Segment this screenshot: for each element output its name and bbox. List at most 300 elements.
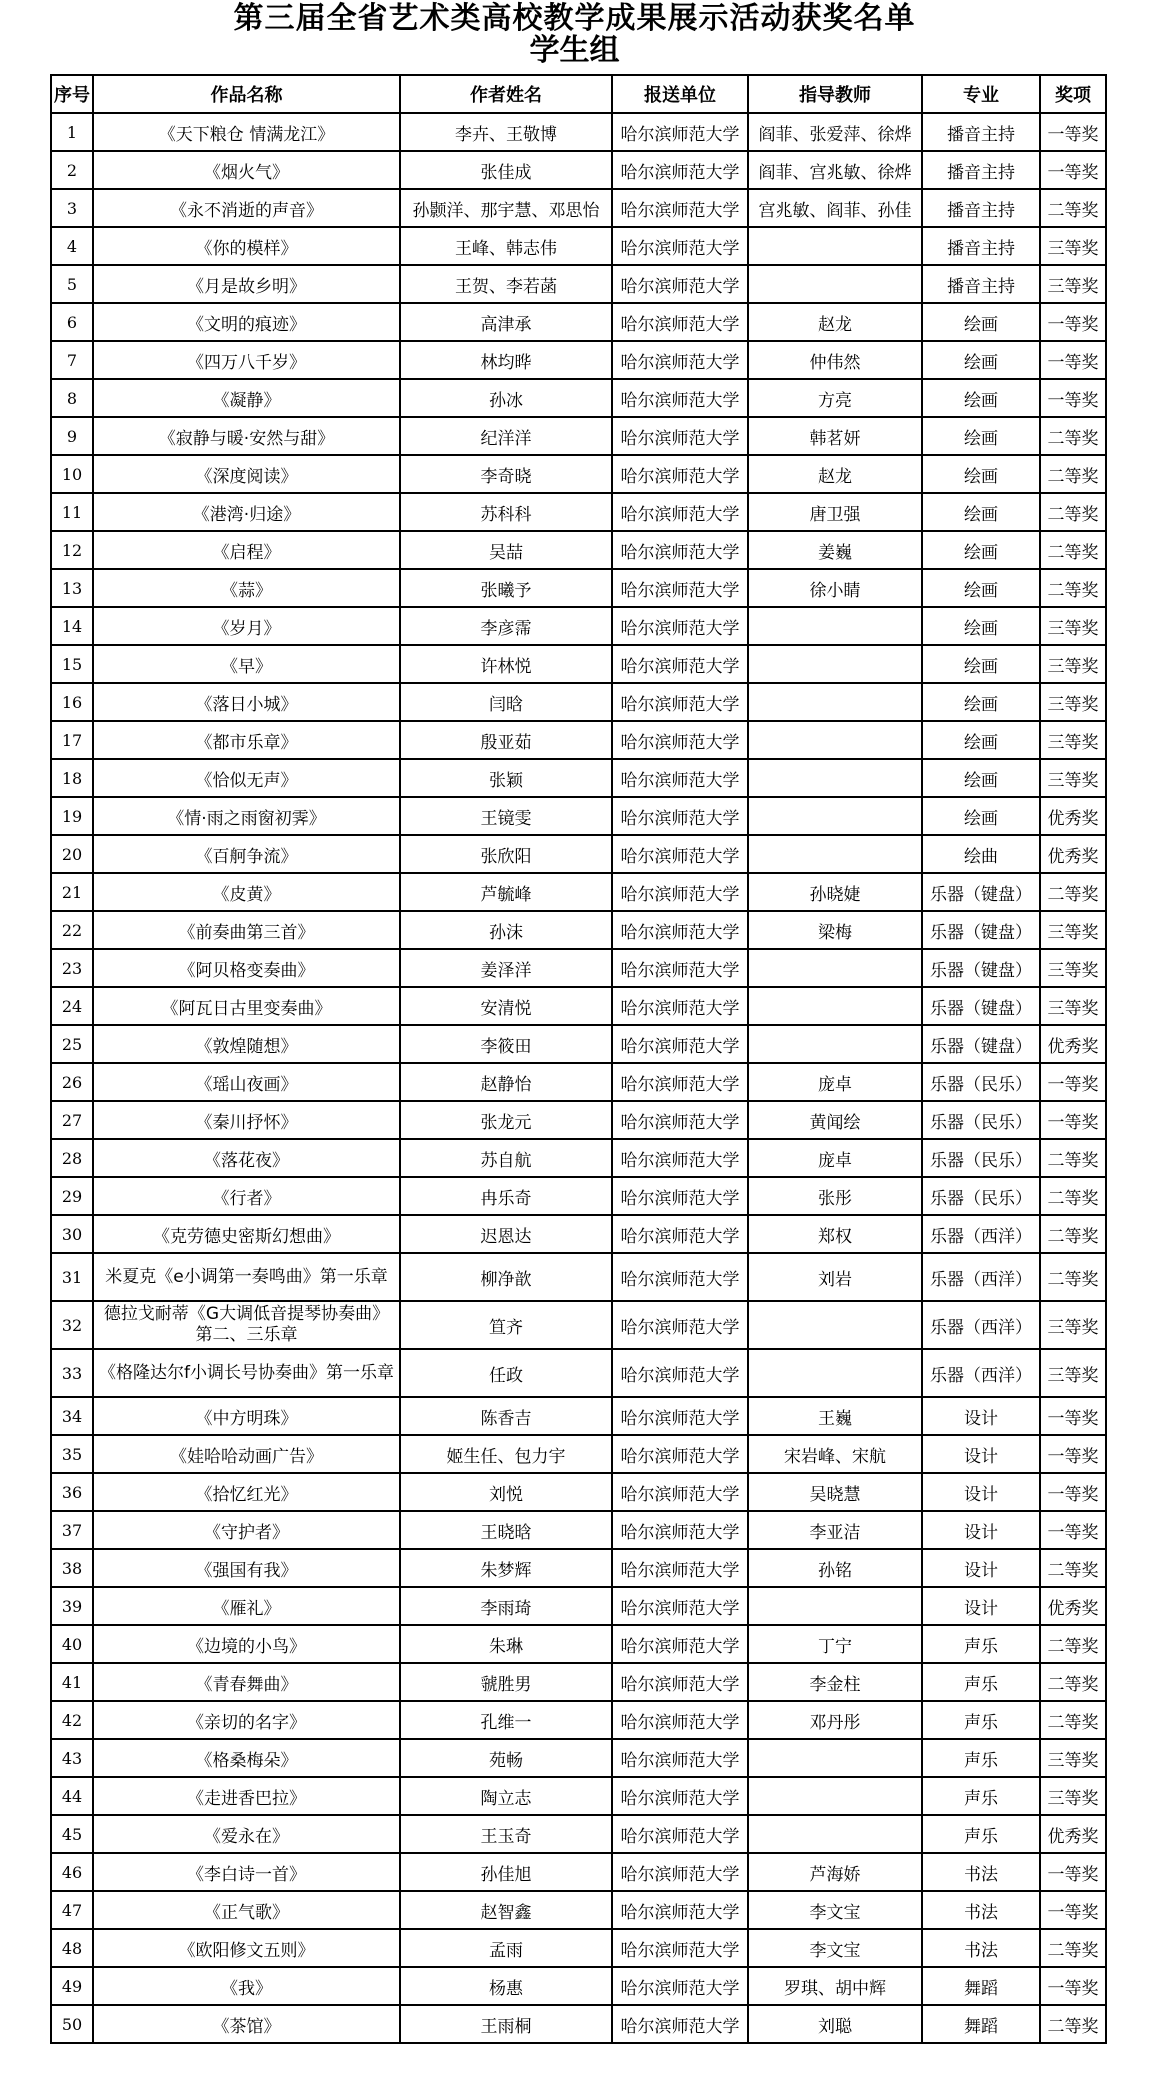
cell-unit: 哈尔滨师范大学 <box>612 1301 748 1349</box>
table-row <box>51 835 1106 873</box>
table-row <box>51 1139 1106 1177</box>
cell-author: 李奇晓 <box>400 455 612 493</box>
cell-major: 乐器（西洋） <box>922 1349 1040 1397</box>
cell-teacher: 阎菲、张爱萍、徐烨 <box>748 113 922 151</box>
cell-award: 优秀奖 <box>1040 797 1106 835</box>
cell-teacher: 刘岩 <box>748 1253 922 1301</box>
cell-teacher <box>748 759 922 797</box>
table-row <box>51 1663 1106 1701</box>
table-row <box>51 189 1106 227</box>
cell-author: 高津承 <box>400 303 612 341</box>
cell-work-title: 《雁礼》 <box>93 1587 400 1625</box>
cell-teacher: 赵龙 <box>748 455 922 493</box>
table-header <box>51 75 1106 113</box>
cell-major: 声乐 <box>922 1625 1040 1663</box>
cell-work-title: 《皮黄》 <box>93 873 400 911</box>
cell-author: 朱梦辉 <box>400 1549 612 1587</box>
table-row <box>51 1929 1106 1967</box>
cell-author: 柳净歆 <box>400 1253 612 1301</box>
cell-teacher <box>748 1739 922 1777</box>
cell-major: 绘画 <box>922 607 1040 645</box>
cell-work-title: 《行者》 <box>93 1177 400 1215</box>
cell-work-title: 《启程》 <box>93 531 400 569</box>
cell-unit: 哈尔滨师范大学 <box>612 721 748 759</box>
table-row <box>51 227 1106 265</box>
cell-no: 5 <box>51 265 93 303</box>
cell-award: 优秀奖 <box>1040 1815 1106 1853</box>
cell-major: 播音主持 <box>922 151 1040 189</box>
cell-work-title: 《娃哈哈动画广告》 <box>93 1435 400 1473</box>
cell-work-title: 米夏克《e小调第一奏鸣曲》第一乐章 <box>93 1253 400 1301</box>
cell-major: 绘画 <box>922 645 1040 683</box>
cell-no: 48 <box>51 1929 93 1967</box>
cell-award: 一等奖 <box>1040 379 1106 417</box>
cell-work-title: 《格隆达尔f小调长号协奏曲》第一乐章 <box>93 1349 400 1397</box>
cell-unit: 哈尔滨师范大学 <box>612 873 748 911</box>
cell-author: 陶立志 <box>400 1777 612 1815</box>
table-row <box>51 569 1106 607</box>
cell-unit: 哈尔滨师范大学 <box>612 759 748 797</box>
cell-unit: 哈尔滨师范大学 <box>612 303 748 341</box>
cell-award: 一等奖 <box>1040 1891 1106 1929</box>
cell-teacher: 吴晓慧 <box>748 1473 922 1511</box>
cell-author: 孙佳旭 <box>400 1853 612 1891</box>
table-row <box>51 645 1106 683</box>
cell-teacher <box>748 607 922 645</box>
cell-work-title: 《你的模样》 <box>93 227 400 265</box>
cell-no: 26 <box>51 1063 93 1101</box>
cell-teacher <box>748 227 922 265</box>
cell-award: 二等奖 <box>1040 493 1106 531</box>
cell-work-title: 《茶馆》 <box>93 2005 400 2043</box>
cell-major: 舞蹈 <box>922 1967 1040 2005</box>
cell-major: 乐器（键盘） <box>922 911 1040 949</box>
table-row <box>51 1967 1106 2005</box>
cell-unit: 哈尔滨师范大学 <box>612 1397 748 1435</box>
cell-award: 一等奖 <box>1040 1435 1106 1473</box>
cell-teacher: 宫兆敏、阎菲、孙佳 <box>748 189 922 227</box>
table-row <box>51 151 1106 189</box>
cell-unit: 哈尔滨师范大学 <box>612 911 748 949</box>
cell-work-title: 《情·雨之雨窗初霁》 <box>93 797 400 835</box>
table-row <box>51 1301 1106 1349</box>
cell-teacher <box>748 265 922 303</box>
cell-author: 芦毓峰 <box>400 873 612 911</box>
cell-no: 7 <box>51 341 93 379</box>
cell-award: 二等奖 <box>1040 873 1106 911</box>
award-table <box>50 74 1107 2044</box>
cell-work-title: 《港湾·归途》 <box>93 493 400 531</box>
cell-work-title: 《都市乐章》 <box>93 721 400 759</box>
cell-unit: 哈尔滨师范大学 <box>612 835 748 873</box>
cell-major: 播音主持 <box>922 189 1040 227</box>
table-row <box>51 417 1106 455</box>
cell-unit: 哈尔滨师范大学 <box>612 493 748 531</box>
cell-unit: 哈尔滨师范大学 <box>612 1473 748 1511</box>
cell-major: 设计 <box>922 1397 1040 1435</box>
cell-author: 张欣阳 <box>400 835 612 873</box>
table-row <box>51 1349 1106 1397</box>
cell-unit: 哈尔滨师范大学 <box>612 1777 748 1815</box>
cell-award: 一等奖 <box>1040 151 1106 189</box>
cell-award: 二等奖 <box>1040 531 1106 569</box>
cell-award: 三等奖 <box>1040 911 1106 949</box>
cell-author: 朱琳 <box>400 1625 612 1663</box>
cell-teacher: 王巍 <box>748 1397 922 1435</box>
cell-unit: 哈尔滨师范大学 <box>612 1663 748 1701</box>
cell-no: 16 <box>51 683 93 721</box>
cell-major: 乐器（民乐） <box>922 1101 1040 1139</box>
cell-work-title: 《格桑梅朵》 <box>93 1739 400 1777</box>
cell-work-title: 《岁月》 <box>93 607 400 645</box>
cell-award: 一等奖 <box>1040 1511 1106 1549</box>
cell-no: 50 <box>51 2005 93 2043</box>
cell-award: 二等奖 <box>1040 569 1106 607</box>
cell-award: 二等奖 <box>1040 1929 1106 1967</box>
cell-no: 9 <box>51 417 93 455</box>
cell-no: 17 <box>51 721 93 759</box>
table-row <box>51 2005 1106 2043</box>
cell-award: 一等奖 <box>1040 1063 1106 1101</box>
cell-no: 32 <box>51 1301 93 1349</box>
table-row <box>51 1253 1106 1301</box>
cell-author: 迟恩达 <box>400 1215 612 1253</box>
cell-award: 三等奖 <box>1040 1301 1106 1349</box>
cell-award: 一等奖 <box>1040 113 1106 151</box>
cell-teacher: 孙铭 <box>748 1549 922 1587</box>
cell-teacher: 庞卓 <box>748 1139 922 1177</box>
cell-work-title: 《秦川抒怀》 <box>93 1101 400 1139</box>
cell-major: 播音主持 <box>922 265 1040 303</box>
cell-author: 张佳成 <box>400 151 612 189</box>
table-row <box>51 721 1106 759</box>
header-teacher: 指导教师 <box>748 75 922 113</box>
cell-teacher: 梁梅 <box>748 911 922 949</box>
cell-teacher: 黄闻绘 <box>748 1101 922 1139</box>
cell-work-title: 德拉戈耐蒂《G大调低音提琴协奏曲》第二、三乐章 <box>93 1301 400 1349</box>
cell-award: 三等奖 <box>1040 759 1106 797</box>
cell-work-title: 《月是故乡明》 <box>93 265 400 303</box>
cell-author: 虢胜男 <box>400 1663 612 1701</box>
cell-unit: 哈尔滨师范大学 <box>612 1967 748 2005</box>
cell-major: 声乐 <box>922 1739 1040 1777</box>
header-award: 奖项 <box>1040 75 1106 113</box>
cell-award: 二等奖 <box>1040 2005 1106 2043</box>
cell-award: 一等奖 <box>1040 1473 1106 1511</box>
cell-major: 设计 <box>922 1473 1040 1511</box>
cell-major: 乐器（西洋） <box>922 1253 1040 1301</box>
cell-teacher: 庞卓 <box>748 1063 922 1101</box>
cell-author: 孙颢洋、那宇慧、邓思怡 <box>400 189 612 227</box>
cell-major: 绘画 <box>922 759 1040 797</box>
cell-unit: 哈尔滨师范大学 <box>612 1253 748 1301</box>
cell-unit: 哈尔滨师范大学 <box>612 227 748 265</box>
cell-unit: 哈尔滨师范大学 <box>612 2005 748 2043</box>
table-row <box>51 759 1106 797</box>
cell-unit: 哈尔滨师范大学 <box>612 1025 748 1063</box>
cell-teacher: 徐小睛 <box>748 569 922 607</box>
cell-author: 赵智鑫 <box>400 1891 612 1929</box>
cell-award: 二等奖 <box>1040 1549 1106 1587</box>
cell-teacher <box>748 683 922 721</box>
cell-unit: 哈尔滨师范大学 <box>612 1549 748 1587</box>
cell-work-title: 《四万八千岁》 <box>93 341 400 379</box>
cell-award: 一等奖 <box>1040 341 1106 379</box>
header-unit: 报送单位 <box>612 75 748 113</box>
table-row <box>51 1739 1106 1777</box>
cell-award: 一等奖 <box>1040 1853 1106 1891</box>
cell-no: 13 <box>51 569 93 607</box>
cell-teacher: 仲伟然 <box>748 341 922 379</box>
cell-no: 25 <box>51 1025 93 1063</box>
cell-no: 36 <box>51 1473 93 1511</box>
cell-major: 绘画 <box>922 455 1040 493</box>
cell-major: 乐器（键盘） <box>922 987 1040 1025</box>
cell-major: 绘画 <box>922 303 1040 341</box>
cell-author: 孙沫 <box>400 911 612 949</box>
cell-teacher <box>748 1349 922 1397</box>
cell-no: 11 <box>51 493 93 531</box>
cell-author: 孟雨 <box>400 1929 612 1967</box>
cell-major: 乐器（西洋） <box>922 1301 1040 1349</box>
cell-unit: 哈尔滨师范大学 <box>612 1435 748 1473</box>
cell-no: 31 <box>51 1253 93 1301</box>
cell-unit: 哈尔滨师范大学 <box>612 1701 748 1739</box>
cell-teacher: 郑权 <box>748 1215 922 1253</box>
cell-major: 绘画 <box>922 569 1040 607</box>
cell-major: 乐器（键盘） <box>922 873 1040 911</box>
table-row <box>51 303 1106 341</box>
cell-work-title: 《永不消逝的声音》 <box>93 189 400 227</box>
cell-no: 38 <box>51 1549 93 1587</box>
cell-unit: 哈尔滨师范大学 <box>612 569 748 607</box>
cell-work-title: 《落日小城》 <box>93 683 400 721</box>
cell-no: 3 <box>51 189 93 227</box>
cell-author: 李卉、王敬博 <box>400 113 612 151</box>
cell-author: 笪齐 <box>400 1301 612 1349</box>
cell-author: 纪洋洋 <box>400 417 612 455</box>
cell-no: 29 <box>51 1177 93 1215</box>
cell-award: 一等奖 <box>1040 1967 1106 2005</box>
cell-unit: 哈尔滨师范大学 <box>612 189 748 227</box>
cell-author: 冉乐奇 <box>400 1177 612 1215</box>
cell-major: 设计 <box>922 1549 1040 1587</box>
cell-no: 35 <box>51 1435 93 1473</box>
cell-award: 二等奖 <box>1040 1253 1106 1301</box>
cell-no: 27 <box>51 1101 93 1139</box>
header-major: 专业 <box>922 75 1040 113</box>
cell-work-title: 《百舸争流》 <box>93 835 400 873</box>
cell-major: 乐器（键盘） <box>922 949 1040 987</box>
header-author: 作者姓名 <box>400 75 612 113</box>
cell-no: 10 <box>51 455 93 493</box>
cell-award: 三等奖 <box>1040 645 1106 683</box>
cell-major: 绘画 <box>922 797 1040 835</box>
cell-award: 一等奖 <box>1040 1101 1106 1139</box>
cell-award: 优秀奖 <box>1040 1025 1106 1063</box>
cell-no: 6 <box>51 303 93 341</box>
cell-unit: 哈尔滨师范大学 <box>612 1739 748 1777</box>
cell-teacher: 李亚洁 <box>748 1511 922 1549</box>
cell-no: 42 <box>51 1701 93 1739</box>
cell-work-title: 《前奏曲第三首》 <box>93 911 400 949</box>
table-row <box>51 1025 1106 1063</box>
table-row <box>51 683 1106 721</box>
cell-work-title: 《亲切的名字》 <box>93 1701 400 1739</box>
cell-teacher: 芦海娇 <box>748 1853 922 1891</box>
cell-work-title: 《正气歌》 <box>93 1891 400 1929</box>
cell-no: 20 <box>51 835 93 873</box>
cell-author: 姬生任、包力宇 <box>400 1435 612 1473</box>
cell-author: 苑畅 <box>400 1739 612 1777</box>
cell-major: 舞蹈 <box>922 2005 1040 2043</box>
cell-unit: 哈尔滨师范大学 <box>612 1929 748 1967</box>
cell-work-title: 《凝静》 <box>93 379 400 417</box>
table-row <box>51 1625 1106 1663</box>
cell-author: 李雨琦 <box>400 1587 612 1625</box>
cell-unit: 哈尔滨师范大学 <box>612 1625 748 1663</box>
cell-major: 设计 <box>922 1435 1040 1473</box>
cell-major: 乐器（键盘） <box>922 1025 1040 1063</box>
cell-unit: 哈尔滨师范大学 <box>612 531 748 569</box>
cell-work-title: 《恰似无声》 <box>93 759 400 797</box>
cell-unit: 哈尔滨师范大学 <box>612 1063 748 1101</box>
cell-work-title: 《我》 <box>93 1967 400 2005</box>
cell-author: 赵静怡 <box>400 1063 612 1101</box>
cell-unit: 哈尔滨师范大学 <box>612 645 748 683</box>
cell-author: 孙冰 <box>400 379 612 417</box>
cell-author: 王峰、韩志伟 <box>400 227 612 265</box>
table-row <box>51 493 1106 531</box>
cell-major: 设计 <box>922 1511 1040 1549</box>
table-body <box>51 113 1106 2043</box>
cell-author: 张颖 <box>400 759 612 797</box>
cell-major: 绘曲 <box>922 835 1040 873</box>
cell-teacher: 韩茗妍 <box>748 417 922 455</box>
cell-teacher <box>748 835 922 873</box>
table-row <box>51 379 1106 417</box>
cell-major: 乐器（民乐） <box>922 1139 1040 1177</box>
cell-major: 声乐 <box>922 1701 1040 1739</box>
cell-no: 28 <box>51 1139 93 1177</box>
cell-unit: 哈尔滨师范大学 <box>612 113 748 151</box>
cell-major: 绘画 <box>922 379 1040 417</box>
cell-major: 播音主持 <box>922 227 1040 265</box>
cell-award: 三等奖 <box>1040 1739 1106 1777</box>
cell-major: 声乐 <box>922 1663 1040 1701</box>
cell-no: 24 <box>51 987 93 1025</box>
cell-teacher: 宋岩峰、宋航 <box>748 1435 922 1473</box>
cell-teacher: 姜巍 <box>748 531 922 569</box>
cell-unit: 哈尔滨师范大学 <box>612 683 748 721</box>
cell-award: 二等奖 <box>1040 455 1106 493</box>
cell-teacher <box>748 1587 922 1625</box>
cell-unit: 哈尔滨师范大学 <box>612 949 748 987</box>
page-title: 第三届全省艺术类高校教学成果展示活动获奖名单 <box>233 1 916 36</box>
cell-major: 声乐 <box>922 1815 1040 1853</box>
cell-author: 陈香吉 <box>400 1397 612 1435</box>
cell-work-title: 《走进香巴拉》 <box>93 1777 400 1815</box>
table-row <box>51 1701 1106 1739</box>
cell-unit: 哈尔滨师范大学 <box>612 1177 748 1215</box>
cell-work-title: 《欧阳修文五则》 <box>93 1929 400 1967</box>
cell-unit: 哈尔滨师范大学 <box>612 1349 748 1397</box>
cell-unit: 哈尔滨师范大学 <box>612 987 748 1025</box>
table-row <box>51 1177 1106 1215</box>
cell-unit: 哈尔滨师范大学 <box>612 341 748 379</box>
cell-author: 张曦予 <box>400 569 612 607</box>
cell-work-title: 《寂静与暖·安然与甜》 <box>93 417 400 455</box>
cell-author: 苏科科 <box>400 493 612 531</box>
cell-teacher <box>748 1815 922 1853</box>
table-row <box>51 1511 1106 1549</box>
cell-work-title: 《青春舞曲》 <box>93 1663 400 1701</box>
cell-author: 刘悦 <box>400 1473 612 1511</box>
cell-award: 三等奖 <box>1040 265 1106 303</box>
header-row <box>51 75 1106 113</box>
cell-award: 二等奖 <box>1040 1663 1106 1701</box>
header-no: 序号 <box>51 75 93 113</box>
cell-teacher: 方亮 <box>748 379 922 417</box>
cell-no: 14 <box>51 607 93 645</box>
cell-major: 绘画 <box>922 493 1040 531</box>
cell-author: 殷亚茹 <box>400 721 612 759</box>
cell-major: 书法 <box>922 1853 1040 1891</box>
cell-major: 绘画 <box>922 721 1040 759</box>
cell-teacher <box>748 1301 922 1349</box>
cell-work-title: 《天下粮仓 情满龙江》 <box>93 113 400 151</box>
cell-no: 30 <box>51 1215 93 1253</box>
table-row <box>51 1587 1106 1625</box>
cell-author: 闫晗 <box>400 683 612 721</box>
cell-major: 书法 <box>922 1929 1040 1967</box>
table-row <box>51 455 1106 493</box>
cell-unit: 哈尔滨师范大学 <box>612 1853 748 1891</box>
cell-major: 乐器（民乐） <box>922 1063 1040 1101</box>
cell-no: 37 <box>51 1511 93 1549</box>
cell-award: 二等奖 <box>1040 1177 1106 1215</box>
table-row <box>51 341 1106 379</box>
cell-author: 姜泽洋 <box>400 949 612 987</box>
cell-work-title: 《边境的小鸟》 <box>93 1625 400 1663</box>
cell-award: 三等奖 <box>1040 1777 1106 1815</box>
cell-major: 乐器（西洋） <box>922 1215 1040 1253</box>
table-row <box>51 949 1106 987</box>
cell-unit: 哈尔滨师范大学 <box>612 417 748 455</box>
cell-teacher: 张彤 <box>748 1177 922 1215</box>
cell-author: 苏自航 <box>400 1139 612 1177</box>
table-row <box>51 1435 1106 1473</box>
cell-author: 张龙元 <box>400 1101 612 1139</box>
table-row <box>51 873 1106 911</box>
cell-no: 23 <box>51 949 93 987</box>
table-row <box>51 1777 1106 1815</box>
cell-teacher: 邓丹彤 <box>748 1701 922 1739</box>
cell-award: 三等奖 <box>1040 607 1106 645</box>
cell-award: 二等奖 <box>1040 189 1106 227</box>
table-row <box>51 1215 1106 1253</box>
table-row <box>51 1853 1106 1891</box>
table-row <box>51 797 1106 835</box>
cell-no: 43 <box>51 1739 93 1777</box>
cell-author: 王镜雯 <box>400 797 612 835</box>
cell-author: 安清悦 <box>400 987 612 1025</box>
cell-teacher: 唐卫强 <box>748 493 922 531</box>
cell-no: 45 <box>51 1815 93 1853</box>
cell-author: 王雨桐 <box>400 2005 612 2043</box>
cell-major: 播音主持 <box>922 113 1040 151</box>
cell-no: 12 <box>51 531 93 569</box>
